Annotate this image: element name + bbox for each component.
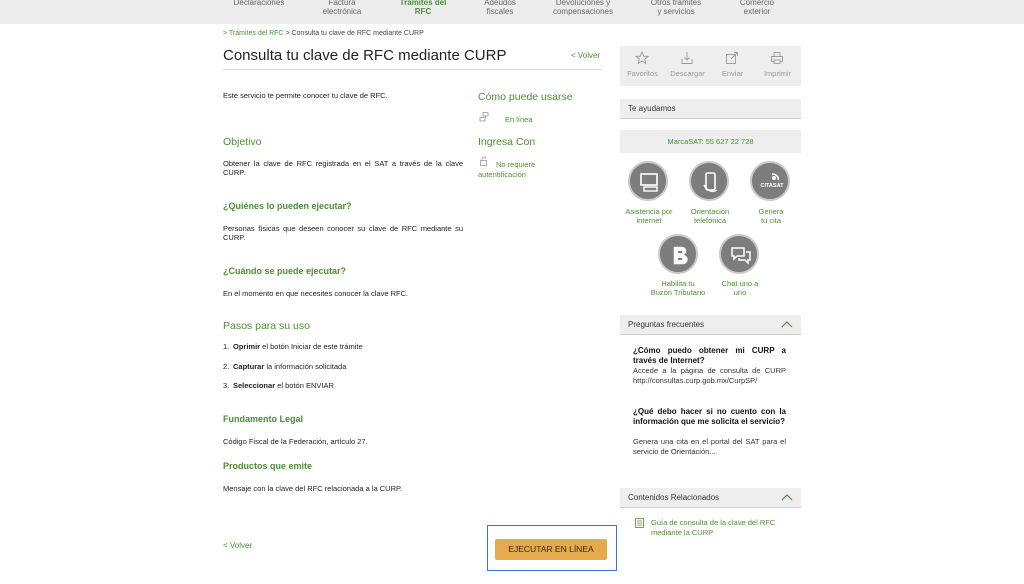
- faq-answer-2: Genera una cita en el portal del SAT para el servicio de Orientación...: [633, 437, 786, 456]
- chat-bubbles-icon: [729, 244, 753, 268]
- printer-icon: [770, 51, 784, 65]
- top-navigation: [0, 0, 1024, 24]
- chevron-up-icon[interactable]: [781, 494, 793, 501]
- breadcrumb: [223, 30, 424, 37]
- nav-declaraciones[interactable]: Declaraciones: [233, 0, 285, 7]
- breadcrumb-current: > Consulta tu clave de RFC mediante CURP: [283, 30, 424, 37]
- fundamento-text: Código Fiscal de la Federación, artículo 27.: [223, 437, 368, 446]
- share-icon: [725, 51, 739, 65]
- related-link-guia[interactable]: Guía de consulta de la clave del RFC mediante la CURP: [651, 518, 776, 537]
- chat-uno-a-uno-label: Chat uno a uno: [721, 279, 759, 297]
- document-icon: [635, 518, 644, 528]
- fundamento-heading: Fundamento Legal: [223, 414, 304, 424]
- genera-cita-label: Genera tu cita: [758, 207, 784, 225]
- pasos-heading: Pasos para su uso: [223, 320, 310, 332]
- orientacion-telefonica-button[interactable]: [689, 161, 729, 201]
- nav-factura[interactable]: Factura electrónica: [322, 0, 362, 16]
- descargar-tool[interactable]: Descargar: [665, 46, 710, 86]
- citasat-icon: [760, 171, 784, 195]
- nav-comercio-exterior[interactable]: Comercio exterior: [739, 0, 775, 16]
- nav-devoluciones[interactable]: Devoluciones y compensaciones: [552, 0, 614, 16]
- quienes-text: Personas físicas que deseen conocer su clave de RFC mediante su CURP.: [223, 224, 463, 242]
- quienes-heading: ¿Quiénes lo pueden ejecutar?: [223, 201, 352, 211]
- download-icon: [680, 51, 694, 65]
- marcasat-phone[interactable]: MarcaSAT: 55 627 22 728: [620, 130, 801, 153]
- nav-adeudos[interactable]: Adeudos fiscales: [484, 0, 516, 16]
- unlock-icon: [479, 156, 489, 166]
- page-title: Consulta tu clave de RFC mediante CURP: [223, 47, 507, 64]
- te-ayudamos-header: Te ayudamos: [620, 99, 801, 119]
- asistencia-internet-button[interactable]: [628, 161, 668, 201]
- no-requiere-link[interactable]: No requiere: [496, 160, 536, 169]
- favoritos-tool[interactable]: Favoritos: [620, 46, 665, 86]
- nav-tramites-rfc[interactable]: Trámites del RFC: [399, 0, 447, 16]
- orientacion-telefonica-label: Orientación telefónica: [690, 207, 730, 225]
- related-header[interactable]: Contenidos Relacionados: [620, 488, 801, 508]
- chevron-up-icon[interactable]: [781, 321, 793, 328]
- mobile-phone-icon: [699, 171, 723, 195]
- ingresa-heading: Ingresa Con: [478, 136, 536, 148]
- buzon-b-icon: [668, 244, 692, 268]
- step-1: 1. Oprimir el botón Iniciar de este trámite: [223, 342, 363, 351]
- asistencia-internet-label: Asistencia por internet: [625, 207, 673, 225]
- star-icon: [635, 51, 649, 65]
- genera-cita-button[interactable]: [750, 161, 790, 201]
- productos-text: Mensaje con la clave del RFC relacionada a la CURP.: [223, 484, 403, 493]
- chat-uno-a-uno-button[interactable]: [719, 234, 759, 274]
- step-3: 3. Seleccionar el botón ENVIAR: [223, 381, 334, 390]
- cuando-heading: ¿Cuándo se puede ejecutar?: [223, 266, 347, 276]
- intro-text: Este servicio te permite conocer tu clave de RFC.: [223, 91, 388, 100]
- monitor-network-icon: [479, 112, 489, 122]
- title-divider: [223, 69, 602, 70]
- productos-heading: Productos que emite: [223, 461, 313, 471]
- buzon-tributario-button[interactable]: [658, 234, 698, 274]
- ejecutar-en-linea-button[interactable]: EJECUTAR EN LÍNEA: [495, 539, 607, 560]
- en-linea-link[interactable]: En línea: [505, 115, 533, 124]
- faq-question-1[interactable]: ¿Cómo puedo obtener mi CURP a través de Internet?: [633, 346, 786, 365]
- objetivo-text: Obtener la clave de RFC registrada en el SAT a través de la clave CURP.: [223, 159, 463, 177]
- tools-bar: [620, 46, 801, 86]
- cuando-text: En el momento en que necesites conocer la clave RFC.: [223, 289, 409, 298]
- como-heading: Cómo puede usarse: [478, 91, 573, 103]
- volver-link-bottom[interactable]: < Volver: [223, 541, 253, 550]
- faq-header[interactable]: Preguntas frecuentes: [620, 315, 801, 335]
- faq-answer-1: Accede a la página de consulta de CURP http://consultas.curp.gob.mx/CurpSP/: [633, 366, 786, 385]
- step-2: 2. Capturar la información solicitada: [223, 362, 347, 371]
- autentificacion-link[interactable]: autentificación: [478, 170, 526, 179]
- faq-question-2[interactable]: ¿Qué debo hacer si no cuento con la información que me solicita el servicio?: [633, 407, 786, 426]
- objetivo-heading: Objetivo: [223, 136, 262, 148]
- svg-text:CITASAT: CITASAT: [760, 183, 784, 189]
- volver-link-top[interactable]: < Volver: [571, 51, 601, 60]
- breadcrumb-link-tramites[interactable]: > Trámites del RFC: [223, 30, 284, 37]
- buzon-tributario-label: Habilita tu Buzón Tributario: [650, 279, 706, 297]
- nav-otros-tramites[interactable]: Otros trámites y servicios: [650, 0, 702, 16]
- enviar-tool[interactable]: Enviar: [710, 46, 755, 86]
- computer-icon: [638, 171, 662, 195]
- imprimir-tool[interactable]: Imprimir: [755, 46, 800, 86]
